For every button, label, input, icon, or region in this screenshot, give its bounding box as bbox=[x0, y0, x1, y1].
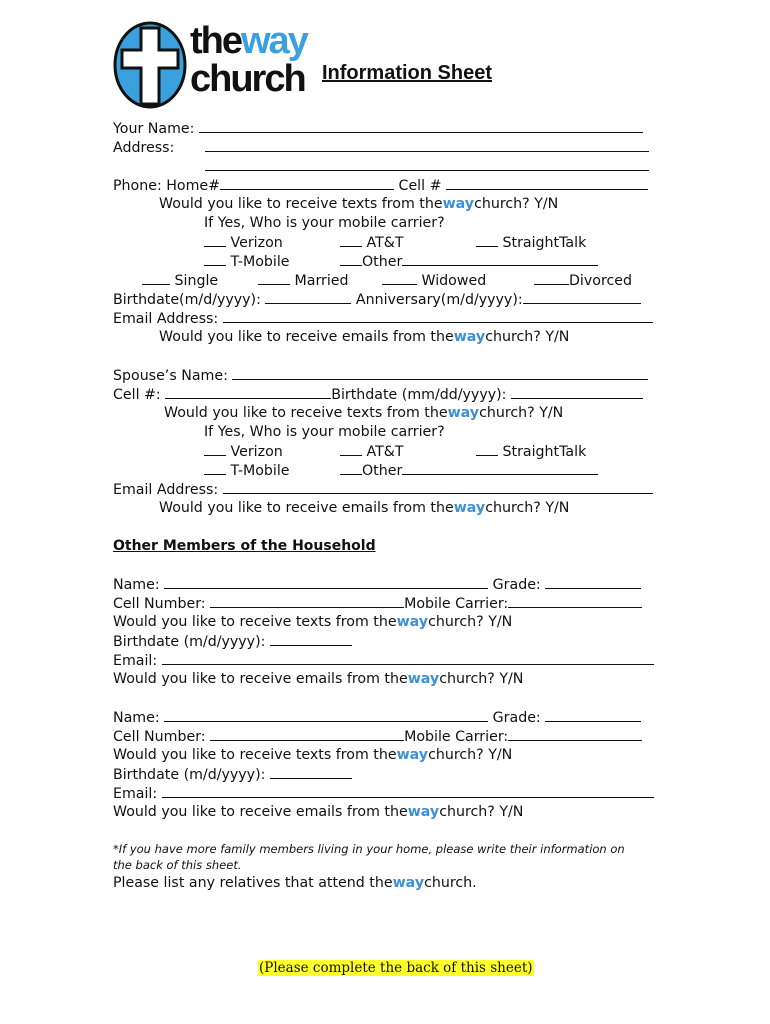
birthdate-field[interactable] bbox=[265, 290, 351, 304]
your-name-field[interactable] bbox=[199, 119, 643, 133]
other-carrier-field[interactable] bbox=[402, 252, 598, 266]
address-row-2 bbox=[205, 157, 649, 176]
verizon-blank[interactable] bbox=[204, 233, 226, 247]
member1-name-field[interactable] bbox=[164, 575, 488, 589]
member2-emails-question: Would you like to receive emails from thewaychurch? Y/N bbox=[113, 804, 524, 820]
page-title: Information Sheet bbox=[322, 62, 493, 84]
note-line-2: the back of this sheet. bbox=[113, 858, 242, 872]
single-blank[interactable] bbox=[142, 271, 170, 285]
member1-grade-field[interactable] bbox=[545, 575, 641, 589]
spouse-carrier-row-2: T-Mobile Other bbox=[204, 461, 598, 480]
carrier-row-1: Verizon AT&T StraightTalk bbox=[204, 233, 586, 252]
member2-carrier-field[interactable] bbox=[508, 727, 642, 741]
member2-email-field[interactable] bbox=[162, 784, 654, 798]
member2-cell-row: Cell Number: Mobile Carrier: bbox=[113, 727, 642, 746]
member2-birthdate-row: Birthdate (m/d/yyyy): bbox=[113, 765, 352, 784]
member1-email-field[interactable] bbox=[162, 651, 654, 665]
member1-birthdate-field[interactable] bbox=[270, 632, 352, 646]
member2-name-row: Name: Grade: bbox=[113, 708, 641, 727]
carrier-question: If Yes, Who is your mobile carrier? bbox=[204, 215, 445, 231]
address-field-2[interactable] bbox=[205, 157, 649, 171]
emails-question: Would you like to receive emails from thewaychurch? Y/N bbox=[159, 329, 570, 345]
birthdate-row: Birthdate(m/d/yyyy): Anniversary(m/d/yyyy): bbox=[113, 290, 641, 309]
member2-name-field[interactable] bbox=[164, 708, 488, 722]
married-blank[interactable] bbox=[258, 271, 290, 285]
member1-email-row: Email: bbox=[113, 651, 654, 670]
church-logo-text: theway church bbox=[190, 20, 307, 100]
member1-texts-question: Would you like to receive texts from thewaychurch? Y/N bbox=[113, 614, 513, 630]
other-blank[interactable] bbox=[340, 252, 362, 266]
phone-row: Phone: Home# Cell # bbox=[113, 176, 648, 195]
spouse-birthdate-field[interactable] bbox=[511, 385, 643, 399]
member2-email-row: Email: bbox=[113, 784, 654, 803]
spouse-name-row: Spouse’s Name: bbox=[113, 366, 648, 385]
spouse-carrier-question: If Yes, Who is your mobile carrier? bbox=[204, 424, 445, 440]
spouse-carrier-row-1: Verizon AT&T StraightTalk bbox=[204, 442, 586, 461]
spouse-att-blank[interactable] bbox=[340, 442, 362, 456]
texts-question: Would you like to receive texts from thewaychurch? Y/N bbox=[159, 196, 559, 212]
member1-cell-field[interactable] bbox=[210, 594, 404, 608]
spouse-emails-question: Would you like to receive emails from thewaychurch? Y/N bbox=[159, 500, 570, 516]
church-logo-cross-icon bbox=[112, 20, 188, 110]
divorced-blank[interactable] bbox=[534, 271, 569, 285]
spouse-cell-row: Cell #: Birthdate (mm/dd/yyyy): bbox=[113, 385, 643, 404]
anniversary-field[interactable] bbox=[523, 290, 641, 304]
carrier-row-2: T-Mobile Other bbox=[204, 252, 598, 271]
your-name-row: Your Name: bbox=[113, 119, 643, 138]
spouse-cell-field[interactable] bbox=[165, 385, 331, 399]
spouse-verizon-blank[interactable] bbox=[204, 442, 226, 456]
spouse-other-blank[interactable] bbox=[340, 461, 362, 475]
member2-grade-field[interactable] bbox=[545, 708, 641, 722]
spouse-texts-question: Would you like to receive texts from thewaychurch? Y/N bbox=[164, 405, 564, 421]
email-row: Email Address: bbox=[113, 309, 653, 328]
spouse-straighttalk-blank[interactable] bbox=[476, 442, 498, 456]
member2-birthdate-field[interactable] bbox=[270, 765, 352, 779]
home-phone-field[interactable] bbox=[220, 176, 394, 190]
marital-status-row: Single Married Widowed Divorced bbox=[142, 271, 632, 290]
spouse-other-carrier-field[interactable] bbox=[402, 461, 598, 475]
cell-phone-field[interactable] bbox=[446, 176, 648, 190]
member1-cell-row: Cell Number: Mobile Carrier: bbox=[113, 594, 642, 613]
straighttalk-blank[interactable] bbox=[476, 233, 498, 247]
member1-emails-question: Would you like to receive emails from thewaychurch? Y/N bbox=[113, 671, 524, 687]
address-row: Address: bbox=[113, 138, 649, 157]
footer-note: (Please complete the back of this sheet) bbox=[259, 960, 533, 976]
member1-name-row: Name: Grade: bbox=[113, 575, 641, 594]
spouse-name-field[interactable] bbox=[232, 366, 648, 380]
member1-birthdate-row: Birthdate (m/d/yyyy): bbox=[113, 632, 352, 651]
relatives-prompt: Please list any relatives that attend thewaychurch. bbox=[113, 875, 477, 891]
address-field-1[interactable] bbox=[205, 138, 649, 152]
household-heading: Other Members of the Household bbox=[113, 538, 376, 554]
email-field[interactable] bbox=[223, 309, 653, 323]
spouse-email-field[interactable] bbox=[223, 480, 653, 494]
member2-cell-field[interactable] bbox=[210, 727, 404, 741]
att-blank[interactable] bbox=[340, 233, 362, 247]
member1-carrier-field[interactable] bbox=[508, 594, 642, 608]
note-line-1: *If you have more family members living in your home, please write their information on bbox=[113, 842, 625, 856]
member2-texts-question: Would you like to receive texts from thewaychurch? Y/N bbox=[113, 747, 513, 763]
spouse-tmobile-blank[interactable] bbox=[204, 461, 226, 475]
widowed-blank[interactable] bbox=[382, 271, 417, 285]
spouse-email-row: Email Address: bbox=[113, 480, 653, 499]
tmobile-blank[interactable] bbox=[204, 252, 226, 266]
